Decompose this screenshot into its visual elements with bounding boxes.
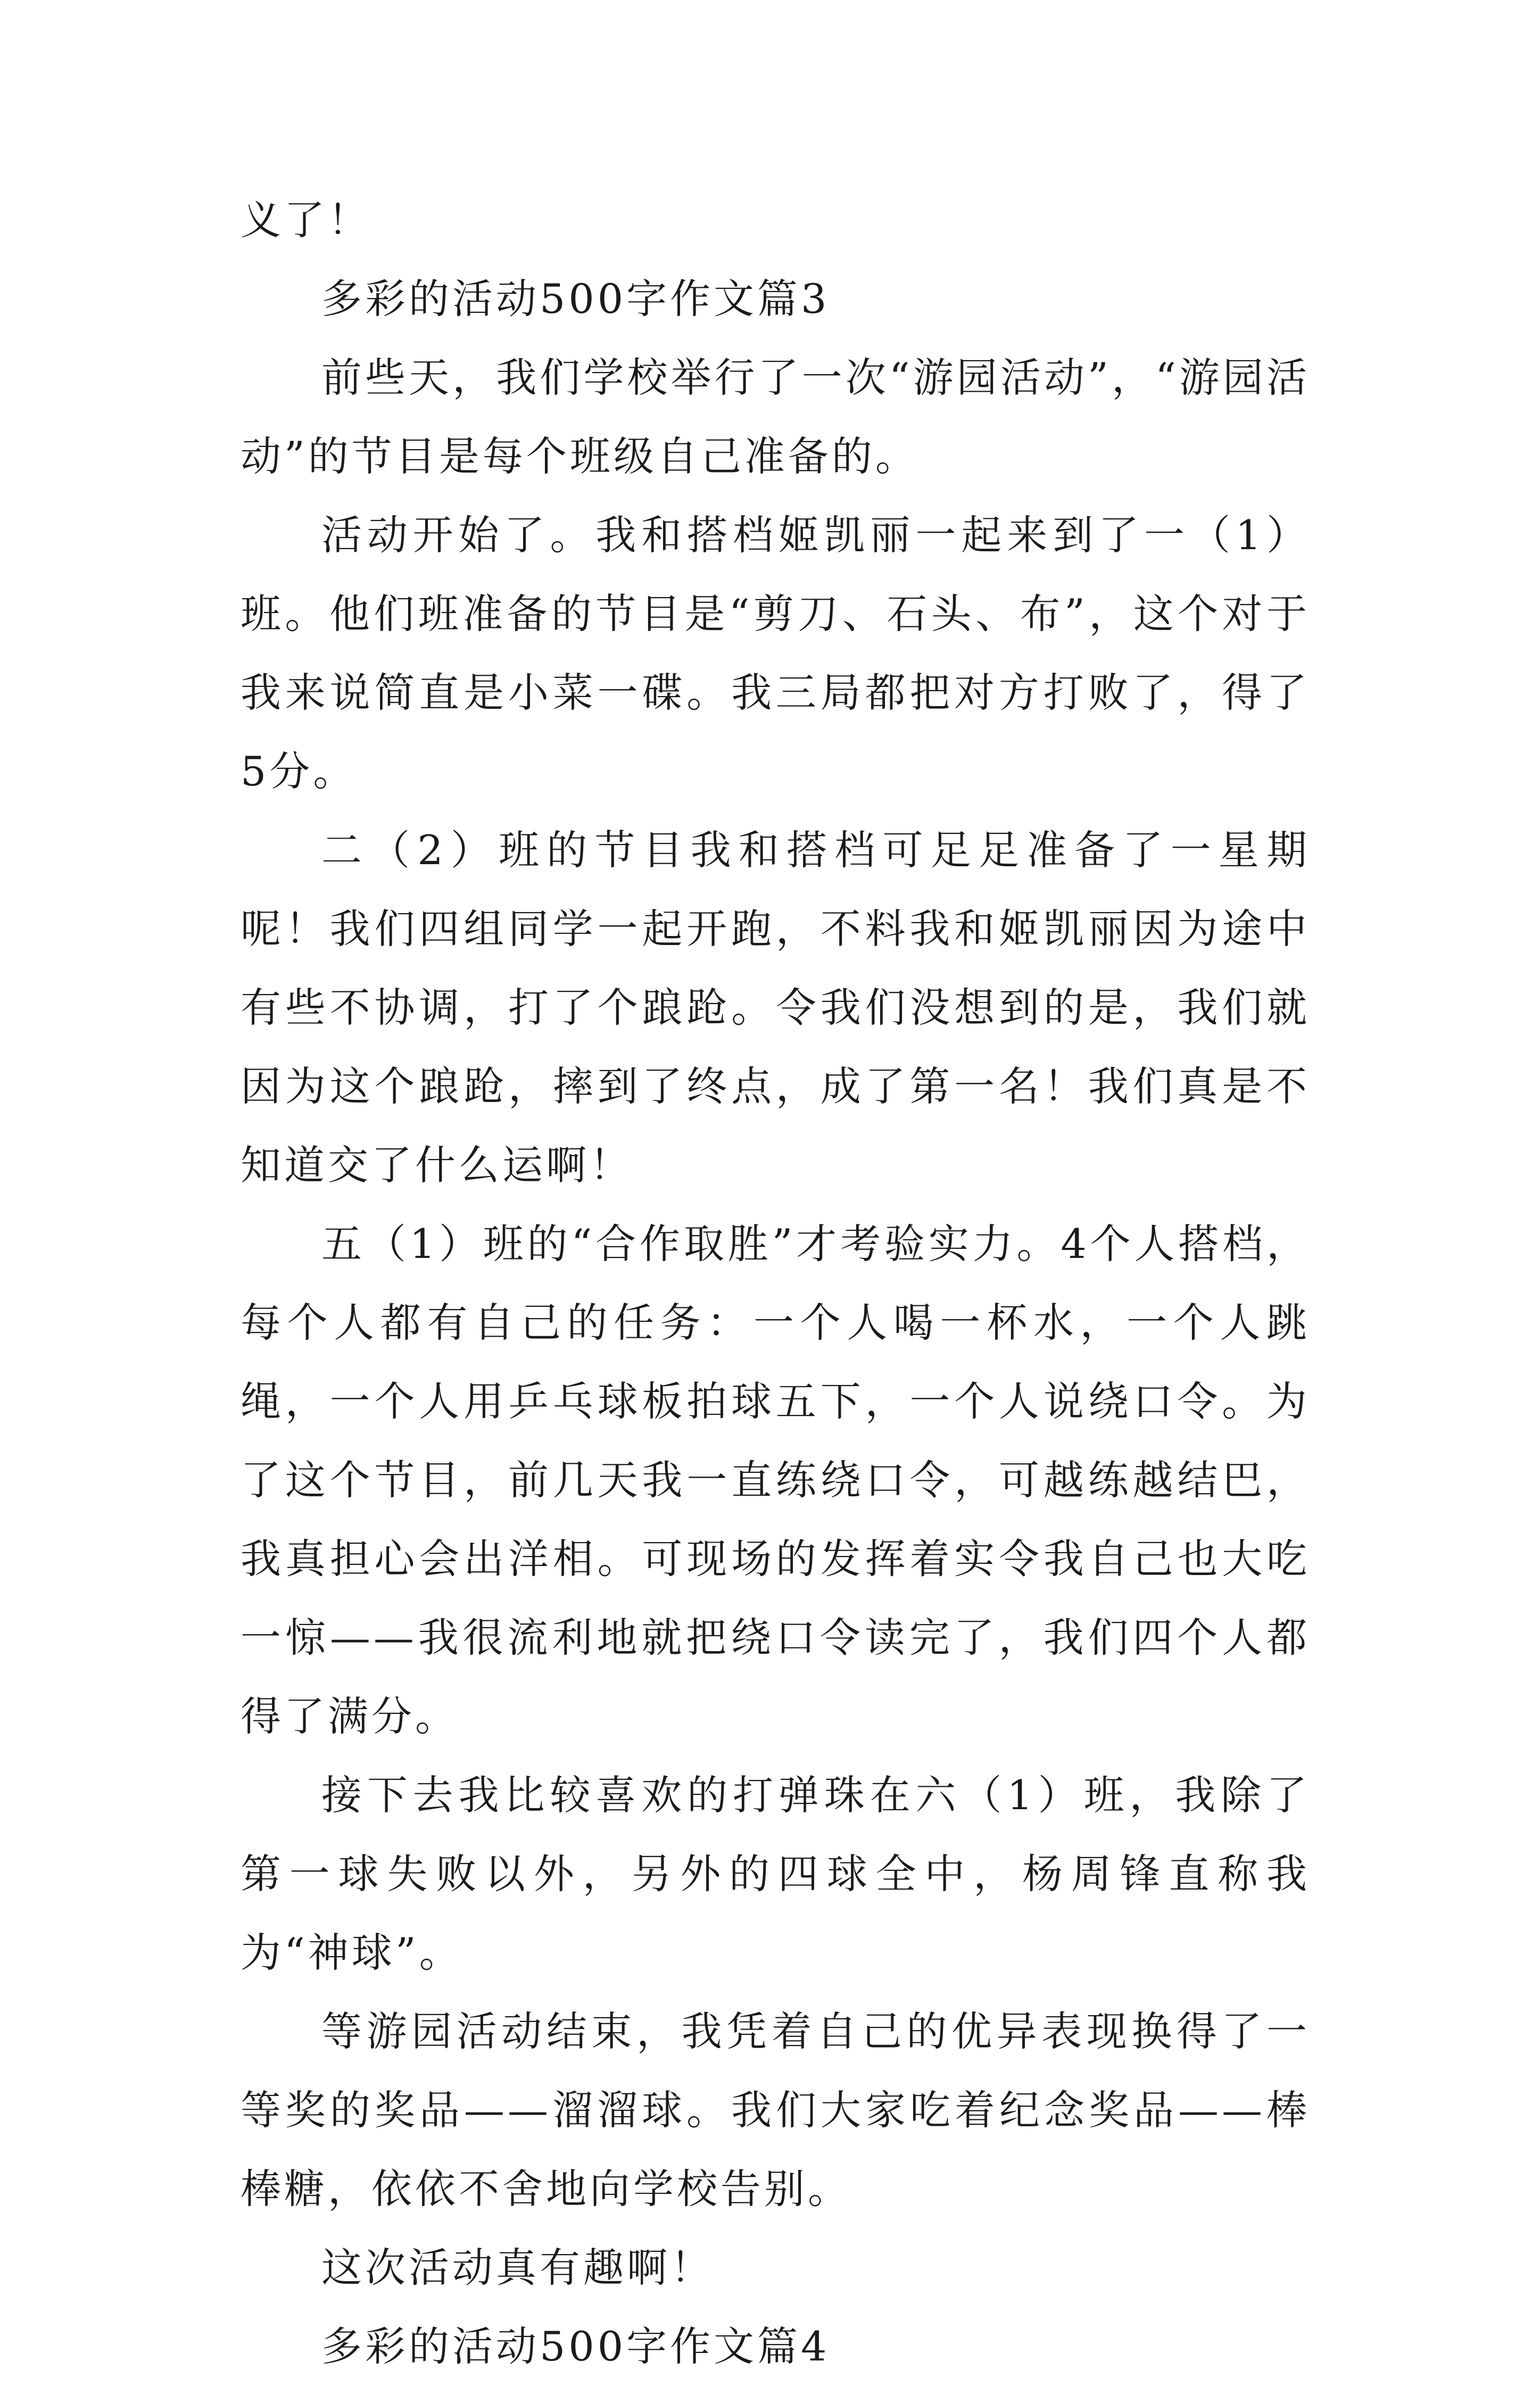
section-heading-4: 多彩的活动500字作文篇4 — [321, 2323, 830, 2370]
section-heading-3: 多彩的活动500字作文篇3 — [321, 275, 830, 322]
paragraph: 五（1）班的“合作取胜”才考验实力。4个人搭档，每个人都有自己的任务：一个人喝一杯水，一个人跳绳，一个人用乒乓球板拍球五下，一个人说绕口令。为了这个节目，前几天我一直练绕口令，可越练越结巴，我真担心会出洋相。可现场的发挥着实令我自己也大吃一惊——我很流利地就把绕口令读完了，我们四个人都得了满分。 — [241, 1220, 1310, 1740]
paragraph: 二（2）班的节目我和搭档可足足准备了一星期呢！我们四组同学一起开跑，不料我和姬凯丽因为途中有些不协调，打了个踉跄。令我们没想到的是，我们就因为这个踉跄，摔到了终点，成了第一名！我们真是不知道交了什么运啊！ — [241, 826, 1310, 1189]
paragraph: 这次活动真有趣啊！ — [321, 2244, 714, 2291]
paragraph: 活动开始了。我和搭档姬凯丽一起来到了一（1）班。他们班准备的节目是“剪刀、石头、布”，这个对于我来说简直是小菜一碟。我三局都把对方打败了，得了5分。 — [241, 511, 1310, 795]
paragraph: 等游园活动结束，我凭着自己的优异表现换得了一等奖的奖品——溜溜球。我们大家吃着纪念奖品——棒棒糖，依依不舍地向学校告别。 — [241, 2008, 1310, 2213]
paragraph: 前些天，我们学校举行了一次“游园活动”，“游园活动”的节目是每个班级自己准备的。 — [241, 354, 1310, 480]
article-body — [241, 181, 1310, 2386]
paragraph: 接下去我比较喜欢的打弹珠在六（1）班，我除了第一球失败以外，另外的四球全中，杨周锋直称我为“神球”。 — [241, 1771, 1310, 1976]
paragraph-continuation: 义了！ — [241, 196, 371, 244]
